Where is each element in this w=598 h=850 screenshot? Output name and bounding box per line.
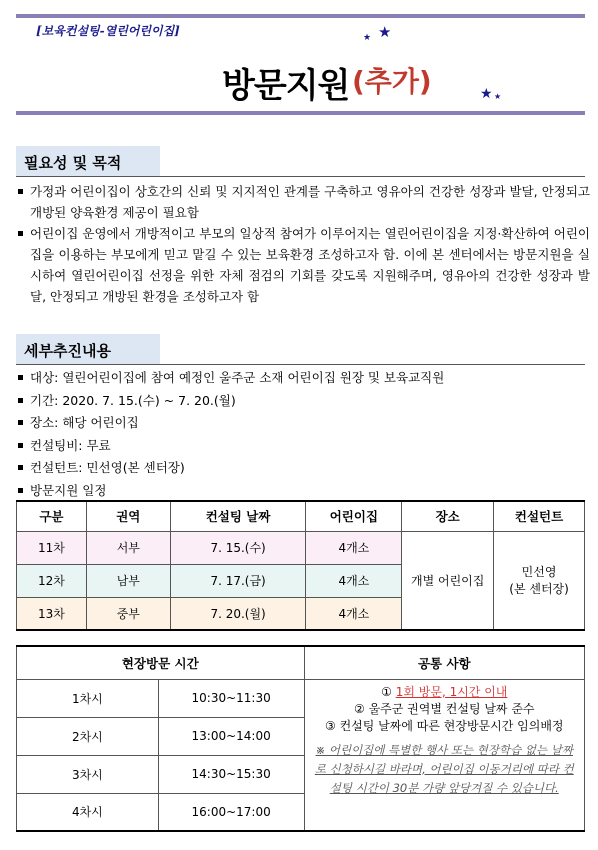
- visit-time-table: [16, 645, 585, 832]
- slot-time: 13:00~14:00: [158, 717, 304, 755]
- round-cell: 11차: [17, 531, 87, 564]
- column-header: 구분: [17, 501, 87, 531]
- details-item: 기간: 2020. 7. 15.(수) ~ 7. 20.(월): [18, 390, 590, 413]
- table-row: [17, 531, 585, 564]
- note-1-number: ①: [381, 684, 392, 699]
- details-item: 방문지원 일정: [18, 480, 590, 503]
- count-cell: 4개소: [306, 597, 402, 630]
- consultant-name: 민선영: [521, 565, 557, 580]
- schedule-table: [16, 500, 585, 631]
- details-item: 대상: 열린어린이집에 참여 예정인 울주군 소재 어린이집 원장 및 보육교직원: [18, 367, 590, 390]
- note-1-text: 1회 방문, 1시간 이내: [395, 684, 508, 699]
- round-cell: 13차: [17, 597, 87, 630]
- details-item: 컨설턴트: 민선영(본 센터장): [18, 457, 590, 480]
- column-header: 권역: [86, 501, 170, 531]
- purpose-item: 가정과 어린이집이 상호간의 신뢰 및 지지적인 관계를 구축하고 영유아의 건강한 성장과 발달, 안정되고 개방된 양육환경 제공이 필요함: [18, 181, 590, 223]
- table-row: [17, 679, 585, 717]
- slot-time: 10:30~11:30: [158, 679, 304, 717]
- section-divider: [16, 364, 585, 365]
- slot-time: 14:30~15:30: [158, 755, 304, 793]
- section-heading-details: 세부추진내용: [16, 334, 160, 364]
- star-icon: ★: [378, 23, 392, 41]
- star-icon: ★: [494, 92, 502, 101]
- slot-label: 3차시: [17, 755, 159, 793]
- header-bottom-bar: [16, 111, 585, 115]
- note-3: ③ 컨설팅 날짜에 따른 현장방문시간 임의배정: [325, 718, 564, 733]
- column-header: 어린이집: [306, 501, 402, 531]
- column-header: 공통 사항: [304, 646, 584, 679]
- region-cell: 중부: [86, 597, 170, 630]
- star-icon: ★: [480, 86, 493, 102]
- slot-label: 1차시: [17, 679, 159, 717]
- region-cell: 서부: [86, 531, 170, 564]
- header-subtitle: [보육컨설팅-열린어린이집]: [36, 24, 180, 38]
- header-top-bar: [16, 14, 585, 18]
- purpose-list: [18, 181, 590, 307]
- count-cell: 4개소: [306, 531, 402, 564]
- star-icon: ★: [363, 33, 372, 43]
- consultant-role: (본 센터장): [509, 582, 569, 597]
- details-list: [18, 367, 590, 502]
- region-cell: 남부: [86, 564, 170, 597]
- column-header: 컨설턴트: [494, 501, 585, 531]
- count-cell: 4개소: [306, 564, 402, 597]
- slot-time: 16:00~17:00: [158, 793, 304, 831]
- note-remark: ※ 어린이집에 특별한 행사 또는 현장학습 없는 날짜로 신청하시길 바라며, 어린이집 이동거리에 따라 컨설팅 시간이 30분 가량 앞당겨질 수 있습니다.: [314, 742, 574, 795]
- details-item: 컨설팅비: 무료: [18, 435, 590, 458]
- date-cell: 7. 15.(수): [170, 531, 306, 564]
- table-header-row: [17, 501, 585, 531]
- details-item: 장소: 해당 어린이집: [18, 412, 590, 435]
- place-cell: 개별 어린이집: [402, 531, 494, 630]
- slot-label: 2차시: [17, 717, 159, 755]
- table-header-row: [17, 646, 585, 679]
- date-cell: 7. 17.(금): [170, 564, 306, 597]
- page-title-extra: (추가): [352, 65, 432, 98]
- page-title: 방문지원: [222, 66, 350, 106]
- note-1: [313, 684, 576, 701]
- column-header: 현장방문 시간: [17, 646, 305, 679]
- round-cell: 12차: [17, 564, 87, 597]
- date-cell: 7. 20.(월): [170, 597, 306, 630]
- note-2: ② 울주군 권역별 컨설팅 날짜 준수: [354, 701, 535, 716]
- section-heading-purpose: 필요성 및 목적: [16, 146, 160, 176]
- consultant-cell: [494, 531, 585, 630]
- slot-label: 4차시: [17, 793, 159, 831]
- purpose-item: 어린이집 운영에서 개방적이고 부모의 일상적 참여가 이루어지는 열린어린이집을 지정·확산하여 어린이집을 이용하는 부모에게 믿고 맡길 수 있는 보육환경 조성하고자 함. 이에 본 센터에서는 방문지원을 실시하여 열린어린이집 선정을 위한 자체 점검의 기회를 갖도록 지원해주며, 영유아의 건강한 성장과 발달, 안정되고 개방된 환경을 조성하고자 함: [18, 223, 590, 307]
- column-header: 컨설팅 날짜: [170, 501, 306, 531]
- common-notes: [304, 679, 584, 831]
- section-divider: [16, 176, 585, 177]
- column-header: 장소: [402, 501, 494, 531]
